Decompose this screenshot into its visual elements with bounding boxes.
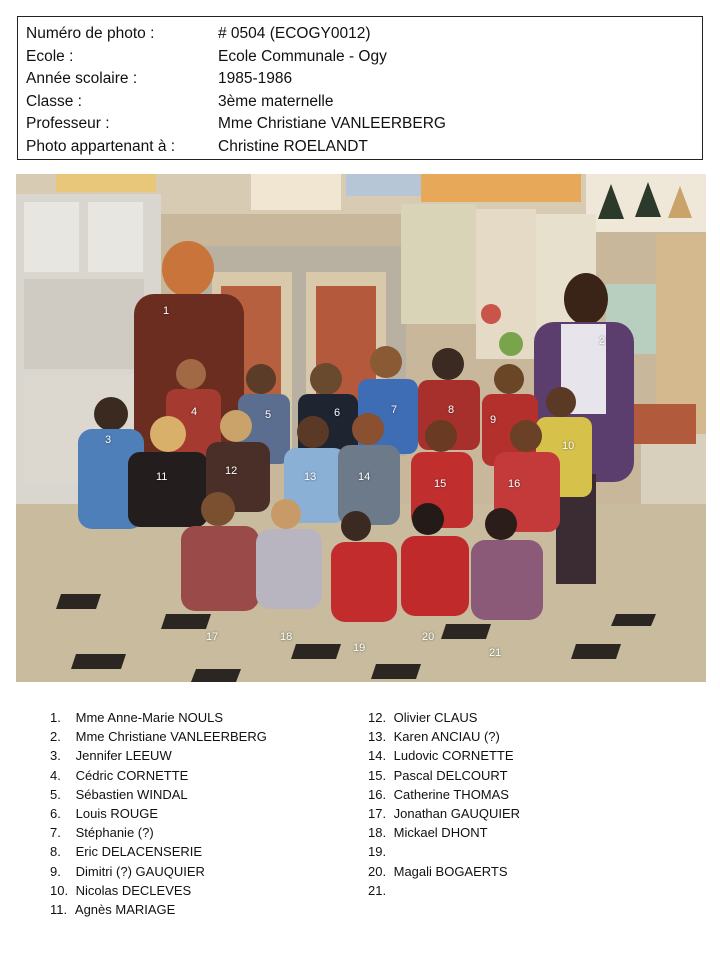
owner-label: Photo appartenant à : <box>26 137 176 155</box>
list-item-number: 11. <box>50 901 68 917</box>
person-marker-15: 15 <box>434 478 447 490</box>
person-marker-14: 14 <box>358 471 371 483</box>
list-item <box>368 766 688 785</box>
person-marker-19: 19 <box>353 642 366 654</box>
person-marker-8: 8 <box>448 404 455 416</box>
info-row-school <box>26 46 702 69</box>
names-list-right <box>368 708 688 900</box>
list-item-name: Olivier CLAUS <box>393 710 478 725</box>
photo-number-value: # 0504 (ECOGY0012) <box>218 25 371 42</box>
class-label: Classe : <box>26 92 82 110</box>
class-value: 3ème maternelle <box>218 92 334 110</box>
list-item-number: 17. <box>368 805 387 821</box>
teacher-label: Professeur : <box>26 115 110 132</box>
list-item-name: Nicolas DECLEVES <box>75 882 192 898</box>
list-item-name: Jennifer LEEUW <box>75 748 172 764</box>
list-item-number: 12. <box>368 710 387 725</box>
list-item <box>368 746 688 765</box>
list-item-name: Karen ANCIAU (?) <box>393 729 500 745</box>
list-item-name: Cédric CORNETTE <box>75 767 189 783</box>
list-item <box>50 842 350 861</box>
list-item <box>50 804 350 823</box>
info-row-owner <box>26 136 702 159</box>
person-marker-3: 3 <box>105 434 112 446</box>
info-row-class <box>26 91 702 114</box>
person-marker-21: 21 <box>489 647 502 659</box>
info-row-year <box>26 68 702 91</box>
list-item-name: Catherine THOMAS <box>393 786 509 802</box>
names-list-left <box>50 708 350 919</box>
list-item-number: 6. <box>50 805 61 821</box>
list-item <box>50 881 350 900</box>
list-item-number: 15. <box>368 767 387 783</box>
list-item-number: 10. <box>50 882 69 898</box>
list-item <box>50 708 350 727</box>
list-item-number: 7. <box>50 825 61 841</box>
list-item-name: Mme Christiane VANLEERBERG <box>75 729 267 745</box>
year-value: 1985-1986 <box>218 70 293 87</box>
school-value: Ecole Communale - Ogy <box>218 47 387 65</box>
list-item-name: Dimitri (?) GAUQUIER <box>75 863 205 879</box>
list-item-number: 18. <box>368 825 387 841</box>
info-row-photo-number <box>26 23 702 46</box>
list-item-name: Eric DELACENSERIE <box>75 844 203 860</box>
list-item-name: Mme Anne-Marie NOULS <box>75 710 224 725</box>
list-item-number: 14. <box>368 748 387 764</box>
photo-number-label: Numéro de photo : <box>26 25 155 42</box>
list-item <box>368 842 688 861</box>
list-item <box>368 804 688 823</box>
list-item-name: Magali BOGAERTS <box>393 863 508 879</box>
list-item-name: Mickael DHONT <box>393 825 488 841</box>
list-item <box>50 727 350 746</box>
list-item-name: Stéphanie (?) <box>75 825 154 841</box>
person-marker-10: 10 <box>562 440 575 452</box>
list-item <box>368 727 688 746</box>
person-marker-12: 12 <box>225 465 238 477</box>
list-item-name: Sébastien WINDAL <box>75 786 188 802</box>
list-item <box>50 785 350 804</box>
person-marker-5: 5 <box>265 409 272 421</box>
list-item-number: 16. <box>368 786 387 802</box>
list-item <box>50 862 350 881</box>
list-item-name: Jonathan GAUQUIER <box>393 805 521 821</box>
list-item-number: 21. <box>368 882 387 898</box>
person-marker-2: 2 <box>599 335 606 347</box>
list-item-number: 13. <box>368 729 387 745</box>
person-marker-17: 17 <box>206 631 219 643</box>
list-item <box>50 746 350 765</box>
person-marker-13: 13 <box>304 471 317 483</box>
list-item <box>368 881 688 900</box>
list-item <box>368 823 688 842</box>
photo-info-box <box>17 16 703 160</box>
list-item-number: 19. <box>368 844 387 860</box>
list-item <box>368 785 688 804</box>
list-item-number: 9. <box>50 863 61 879</box>
list-item-number: 5. <box>50 786 61 802</box>
person-marker-9: 9 <box>490 414 497 426</box>
list-item-number: 2. <box>50 729 61 745</box>
list-item-name: Agnès MARIAGE <box>74 901 176 917</box>
list-item-name: Ludovic CORNETTE <box>393 748 514 764</box>
year-label: Année scolaire : <box>26 70 138 87</box>
list-item <box>368 708 688 727</box>
list-item-name: Louis ROUGE <box>75 805 158 821</box>
owner-value: Christine ROELANDT <box>218 137 368 155</box>
list-item-name: Pascal DELCOURT <box>393 767 508 783</box>
list-item-number: 4. <box>50 767 61 783</box>
info-row-teacher <box>26 113 702 136</box>
person-marker-1: 1 <box>163 305 170 317</box>
list-item <box>368 862 688 881</box>
person-marker-6: 6 <box>334 407 341 419</box>
person-marker-7: 7 <box>391 404 398 416</box>
list-item-number: 8. <box>50 844 61 860</box>
list-item-number: 3. <box>50 748 61 764</box>
teacher-value: Mme Christiane VANLEERBERG <box>218 115 446 132</box>
class-photo <box>16 174 706 682</box>
list-item-number: 20. <box>368 863 387 879</box>
person-marker-16: 16 <box>508 478 521 490</box>
class-photo-illustration <box>16 174 706 682</box>
list-item <box>50 900 350 919</box>
person-marker-20: 20 <box>422 631 435 643</box>
school-label: Ecole : <box>26 47 74 65</box>
person-marker-18: 18 <box>280 631 293 643</box>
list-item <box>50 823 350 842</box>
person-marker-11: 11 <box>156 471 168 483</box>
person-marker-4: 4 <box>191 406 198 418</box>
list-item-number: 1. <box>50 710 61 725</box>
list-item <box>50 766 350 785</box>
